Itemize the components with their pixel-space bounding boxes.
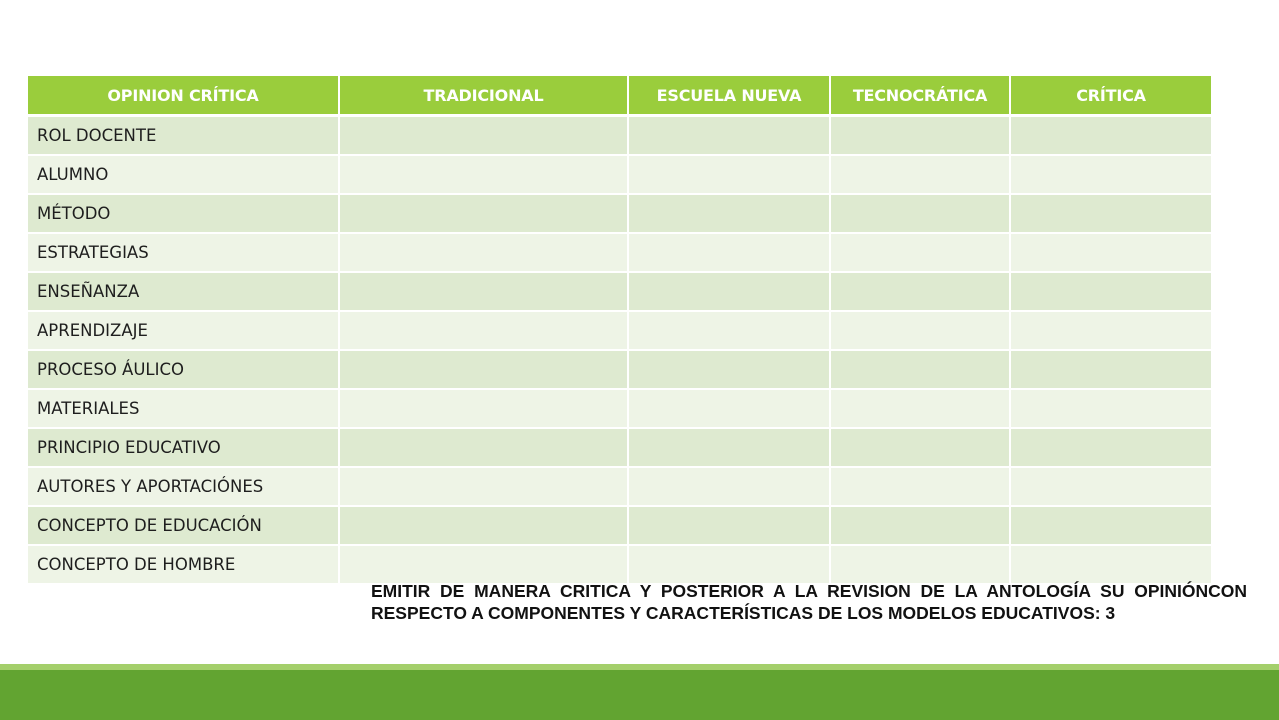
- table-cell: [628, 350, 830, 389]
- table-cell: [830, 155, 1010, 194]
- table-cell: [628, 467, 830, 506]
- row-label: ESTRATEGIAS: [28, 233, 339, 272]
- table-row: [28, 389, 1211, 428]
- table-cell: [1010, 155, 1211, 194]
- table-row: [28, 350, 1211, 389]
- table-cell: [830, 311, 1010, 350]
- table-cell: [830, 233, 1010, 272]
- instructions-text: EMITIR DE MANERA CRITICA Y POSTERIOR A LA REVISION DE LA ANTOLOGÍA SU OPINIÓNCON RESPECTO A COMPONENTES Y CARACTERÍSTICAS DE LOS MODELOS EDUCATIVOS: 3: [371, 581, 1247, 623]
- row-label: CONCEPTO DE EDUCACIÓN: [28, 506, 339, 545]
- header-tradicional: TRADICIONAL: [339, 76, 628, 116]
- table-cell: [339, 506, 628, 545]
- header-critica: CRÍTICA: [1010, 76, 1211, 116]
- table-cell: [830, 506, 1010, 545]
- table-cell: [1010, 233, 1211, 272]
- row-label: APRENDIZAJE: [28, 311, 339, 350]
- table-cell: [339, 272, 628, 311]
- table-row: [28, 233, 1211, 272]
- table-cell: [830, 545, 1010, 584]
- table-cell: [339, 194, 628, 233]
- row-label: ROL DOCENTE: [28, 116, 339, 156]
- row-label: AUTORES Y APORTACIÓNES: [28, 467, 339, 506]
- table-cell: [628, 155, 830, 194]
- table-cell: [830, 194, 1010, 233]
- table-cell: [1010, 467, 1211, 506]
- table-row: [28, 311, 1211, 350]
- table-row: [28, 545, 1211, 584]
- footer-band: [0, 670, 1279, 720]
- table-cell: [628, 233, 830, 272]
- table-cell: [1010, 311, 1211, 350]
- table-cell: [1010, 194, 1211, 233]
- table-cell: [628, 506, 830, 545]
- table-cell: [830, 116, 1010, 156]
- table-row: [28, 116, 1211, 156]
- table-cell: [1010, 428, 1211, 467]
- table-cell: [339, 116, 628, 156]
- table-cell: [1010, 389, 1211, 428]
- table-cell: [830, 350, 1010, 389]
- comparison-table: [28, 76, 1211, 585]
- header-escuela-nueva: ESCUELA NUEVA: [628, 76, 830, 116]
- table-header-row: [28, 76, 1211, 116]
- table-row: [28, 194, 1211, 233]
- table-cell: [628, 116, 830, 156]
- table-cell: [628, 194, 830, 233]
- row-label: MATERIALES: [28, 389, 339, 428]
- row-label: PROCESO ÁULICO: [28, 350, 339, 389]
- row-label: ALUMNO: [28, 155, 339, 194]
- table-cell: [339, 467, 628, 506]
- table-cell: [1010, 350, 1211, 389]
- table-cell: [1010, 545, 1211, 584]
- table-cell: [339, 428, 628, 467]
- table-cell: [1010, 272, 1211, 311]
- table-row: [28, 506, 1211, 545]
- table-cell: [628, 428, 830, 467]
- table-cell: [339, 233, 628, 272]
- table-cell: [830, 272, 1010, 311]
- table-cell: [628, 545, 830, 584]
- table-cell: [1010, 506, 1211, 545]
- table-cell: [628, 311, 830, 350]
- table-cell: [339, 155, 628, 194]
- row-label: CONCEPTO DE HOMBRE: [28, 545, 339, 584]
- row-label: PRINCIPIO EDUCATIVO: [28, 428, 339, 467]
- row-label: ENSEÑANZA: [28, 272, 339, 311]
- table-row: [28, 155, 1211, 194]
- table-cell: [339, 545, 628, 584]
- table-cell: [1010, 116, 1211, 156]
- header-tecnocratica: TECNOCRÁTICA: [830, 76, 1010, 116]
- table-cell: [830, 428, 1010, 467]
- table-cell: [339, 350, 628, 389]
- row-label: MÉTODO: [28, 194, 339, 233]
- table-row: [28, 428, 1211, 467]
- table-cell: [830, 389, 1010, 428]
- table-cell: [628, 389, 830, 428]
- table-cell: [830, 467, 1010, 506]
- table-cell: [339, 389, 628, 428]
- table-cell: [628, 272, 830, 311]
- table-row: [28, 467, 1211, 506]
- header-opinion-critica: OPINION CRÍTICA: [28, 76, 339, 116]
- table-row: [28, 272, 1211, 311]
- table-cell: [339, 311, 628, 350]
